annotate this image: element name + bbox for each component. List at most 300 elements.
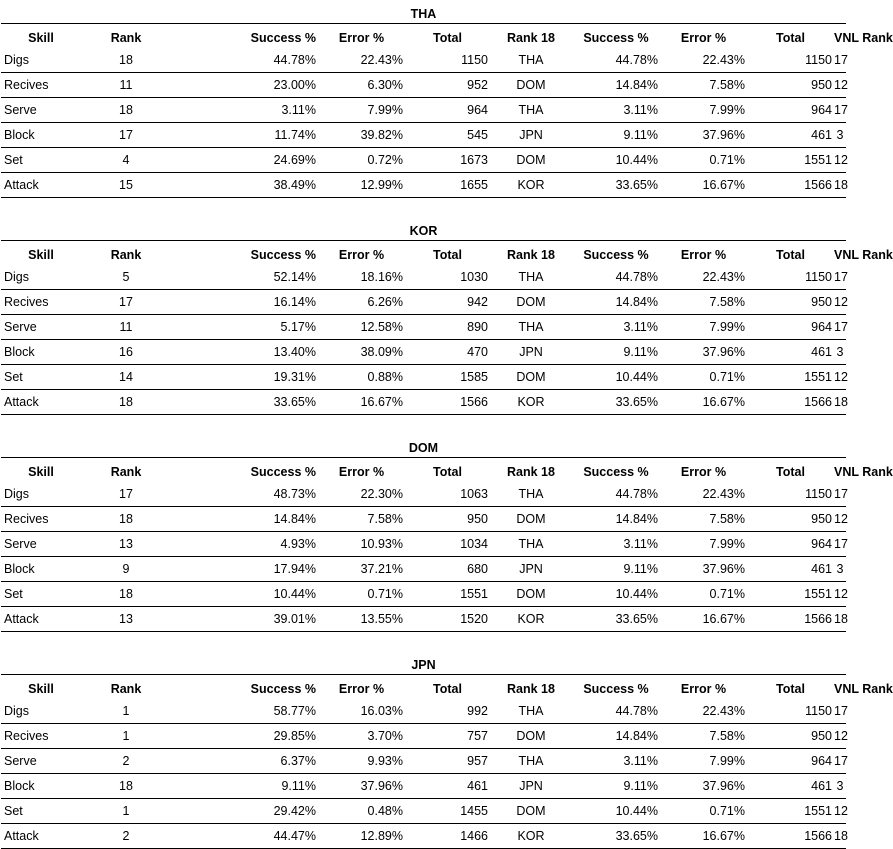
table-row (1, 557, 846, 582)
table-row (1, 265, 846, 290)
header-success-pct-18: Success % (583, 30, 649, 45)
cell-total-18: 461 (811, 128, 832, 142)
cell-skill: Block (4, 128, 35, 142)
cell-rank-18: THA (518, 103, 544, 117)
cell-success-pct-18: 33.65% (615, 395, 658, 409)
cell-skill: Serve (4, 103, 37, 117)
cell-error-pct-18: 22.43% (702, 704, 745, 718)
cell-vnl-rank: 17 (834, 704, 848, 718)
cell-success-pct-18: 44.78% (615, 270, 658, 284)
cell-total: 1034 (460, 537, 488, 551)
cell-success-pct: 29.85% (273, 729, 316, 743)
cell-error-pct-18: 0.71% (709, 587, 745, 601)
table-row (1, 390, 846, 415)
cell-success-pct-18: 10.44% (615, 153, 658, 167)
header-row (1, 458, 846, 483)
cell-rank-18: THA (518, 53, 544, 67)
cell-total: 964 (467, 103, 488, 117)
cell-rank: 18 (119, 779, 133, 793)
team-block-kor (0, 222, 893, 415)
team-block-jpn (0, 656, 893, 849)
cell-success-pct: 13.40% (273, 345, 316, 359)
header-vnl-rank: VNL Rank (834, 464, 893, 479)
header-error-pct-18: Error % (680, 30, 727, 45)
cell-rank: 18 (119, 395, 133, 409)
cell-rank-18: JPN (519, 128, 543, 142)
cell-total: 757 (467, 729, 488, 743)
cell-vnl-rank: 12 (834, 153, 848, 167)
cell-error-pct: 22.30% (360, 487, 403, 501)
table-row (1, 173, 846, 198)
table-row (1, 340, 846, 365)
cell-error-pct-18: 22.43% (702, 270, 745, 284)
header-vnl-rank: VNL Rank (834, 247, 893, 262)
cell-skill: Attack (4, 178, 39, 192)
cell-rank-18: KOR (517, 395, 545, 409)
cell-rank-18: DOM (516, 295, 546, 309)
header-skill: Skill (28, 247, 54, 262)
cell-total: 1655 (460, 178, 488, 192)
header-rank: Rank (110, 464, 142, 479)
cell-total-18: 461 (811, 562, 832, 576)
cell-error-pct: 6.30% (367, 78, 403, 92)
cell-total-18: 950 (811, 78, 832, 92)
table-row (1, 48, 846, 73)
header-total: Total (433, 247, 462, 262)
table-row (1, 507, 846, 532)
cell-skill: Digs (4, 270, 30, 284)
header-total-18: Total (776, 464, 805, 479)
cell-total: 950 (467, 512, 488, 526)
cell-total-18: 461 (811, 779, 832, 793)
cell-error-pct: 37.21% (360, 562, 403, 576)
cell-rank: 11 (119, 320, 133, 334)
cell-total-18: 950 (811, 295, 832, 309)
cell-skill: Set (4, 587, 23, 601)
cell-success-pct: 9.11% (281, 779, 316, 793)
cell-error-pct: 12.99% (360, 178, 403, 192)
cell-total-18: 1566 (804, 612, 832, 626)
cell-rank: 16 (119, 345, 133, 359)
cell-skill: Set (4, 153, 23, 167)
cell-success-pct-18: 10.44% (615, 804, 658, 818)
cell-error-pct: 0.88% (367, 370, 403, 384)
cell-rank-18: THA (518, 754, 544, 768)
cell-total: 992 (467, 704, 488, 718)
cell-total-18: 964 (811, 103, 832, 117)
header-success-pct: Success % (250, 30, 316, 45)
table-row (1, 315, 846, 340)
cell-total: 890 (467, 320, 488, 334)
cell-vnl-rank: 3 (836, 128, 844, 142)
cell-rank-18: THA (518, 270, 544, 284)
cell-skill: Attack (4, 612, 39, 626)
header-rank: Rank (110, 681, 142, 696)
header-rank-18: Rank 18 (507, 464, 555, 479)
cell-error-pct: 0.48% (367, 804, 403, 818)
stats-table (1, 23, 893, 198)
header-success-pct: Success % (250, 681, 316, 696)
cell-error-pct-18: 7.99% (709, 103, 745, 117)
cell-error-pct-18: 0.71% (709, 804, 745, 818)
cell-error-pct: 38.09% (360, 345, 403, 359)
cell-success-pct: 44.78% (273, 53, 316, 67)
cell-success-pct-18: 14.84% (615, 295, 658, 309)
cell-error-pct-18: 7.58% (709, 78, 745, 92)
cell-rank: 4 (122, 153, 130, 167)
cell-error-pct: 12.58% (360, 320, 403, 334)
table-row (1, 290, 846, 315)
cell-rank-18: JPN (519, 779, 543, 793)
stats-table (1, 240, 893, 415)
cell-skill: Recives (4, 729, 49, 743)
cell-success-pct: 6.37% (280, 754, 316, 768)
cell-total: 1673 (460, 153, 488, 167)
header-skill: Skill (28, 30, 54, 45)
cell-total: 1566 (460, 395, 488, 409)
table-row (1, 824, 846, 849)
cell-rank: 17 (119, 295, 133, 309)
header-row (1, 675, 846, 700)
header-error-pct: Error % (338, 30, 385, 45)
table-row (1, 98, 846, 123)
cell-vnl-rank: 12 (834, 587, 848, 601)
cell-rank-18: DOM (516, 370, 546, 384)
cell-total: 942 (467, 295, 488, 309)
cell-rank-18: DOM (516, 804, 546, 818)
cell-success-pct: 24.69% (273, 153, 316, 167)
cell-rank: 18 (119, 587, 133, 601)
cell-rank-18: THA (518, 320, 544, 334)
header-success-pct-18: Success % (583, 681, 649, 696)
cell-success-pct: 4.93% (280, 537, 316, 551)
cell-error-pct: 7.99% (367, 103, 403, 117)
table-row (1, 532, 846, 557)
table-row (1, 123, 846, 148)
cell-total: 545 (467, 128, 488, 142)
cell-success-pct-18: 3.11% (623, 320, 658, 334)
cell-vnl-rank: 17 (834, 270, 848, 284)
cell-error-pct: 18.16% (360, 270, 403, 284)
header-rank: Rank (110, 30, 142, 45)
cell-success-pct: 5.17% (280, 320, 316, 334)
header-skill: Skill (28, 464, 54, 479)
cell-rank-18: JPN (519, 562, 543, 576)
cell-total-18: 964 (811, 754, 832, 768)
cell-total-18: 964 (811, 320, 832, 334)
cell-success-pct-18: 3.11% (623, 537, 658, 551)
cell-total: 461 (467, 779, 488, 793)
cell-rank: 1 (122, 729, 130, 743)
cell-error-pct-18: 16.67% (702, 395, 745, 409)
cell-error-pct: 16.67% (360, 395, 403, 409)
cell-skill: Digs (4, 487, 30, 501)
cell-error-pct-18: 22.43% (702, 53, 745, 67)
cell-error-pct-18: 7.99% (709, 754, 745, 768)
cell-total-18: 950 (811, 512, 832, 526)
cell-error-pct: 13.55% (360, 612, 403, 626)
cell-rank-18: THA (518, 537, 544, 551)
cell-rank: 9 (122, 562, 130, 576)
cell-skill: Serve (4, 320, 37, 334)
header-total-18: Total (776, 681, 805, 696)
header-rank-18: Rank 18 (507, 247, 555, 262)
cell-rank: 11 (119, 78, 133, 92)
header-error-pct: Error % (338, 681, 385, 696)
cell-skill: Recives (4, 512, 49, 526)
cell-total-18: 1566 (804, 829, 832, 843)
cell-success-pct: 33.65% (273, 395, 316, 409)
cell-rank: 18 (119, 53, 133, 67)
team-title: JPN (411, 658, 436, 672)
cell-total: 1551 (460, 587, 488, 601)
cell-total: 1063 (460, 487, 488, 501)
header-row (1, 24, 846, 49)
cell-skill: Attack (4, 395, 39, 409)
cell-error-pct: 39.82% (360, 128, 403, 142)
cell-rank-18: KOR (517, 178, 545, 192)
cell-error-pct-18: 22.43% (702, 487, 745, 501)
cell-error-pct-18: 37.96% (702, 345, 745, 359)
table-row (1, 699, 846, 724)
cell-rank: 18 (119, 103, 133, 117)
header-rank: Rank (110, 247, 142, 262)
cell-error-pct: 3.70% (367, 729, 403, 743)
table-row (1, 749, 846, 774)
cell-total: 1466 (460, 829, 488, 843)
header-success-pct: Success % (250, 464, 316, 479)
cell-success-pct: 16.14% (273, 295, 316, 309)
cell-error-pct-18: 7.58% (709, 295, 745, 309)
cell-success-pct-18: 3.11% (623, 103, 658, 117)
cell-skill: Digs (4, 53, 30, 67)
cell-vnl-rank: 17 (834, 53, 848, 67)
header-vnl-rank: VNL Rank (834, 681, 893, 696)
cell-success-pct: 52.14% (273, 270, 316, 284)
cell-success-pct-18: 3.11% (623, 754, 658, 768)
cell-total-18: 1150 (805, 53, 832, 67)
cell-success-pct-18: 33.65% (615, 612, 658, 626)
table-row (1, 365, 846, 390)
cell-total: 680 (467, 562, 488, 576)
team-title: DOM (408, 441, 439, 455)
team-title: KOR (409, 224, 438, 238)
header-error-pct-18: Error % (680, 247, 727, 262)
cell-rank: 17 (119, 487, 133, 501)
cell-success-pct-18: 44.78% (615, 704, 658, 718)
cell-success-pct-18: 10.44% (615, 370, 658, 384)
cell-total: 1150 (461, 53, 488, 67)
cell-error-pct-18: 7.99% (709, 537, 745, 551)
header-total: Total (433, 681, 462, 696)
cell-error-pct-18: 16.67% (702, 612, 745, 626)
cell-skill: Block (4, 345, 35, 359)
header-success-pct-18: Success % (583, 247, 649, 262)
cell-total-18: 1150 (805, 704, 832, 718)
cell-vnl-rank: 12 (834, 78, 848, 92)
cell-rank: 17 (119, 128, 133, 142)
header-error-pct-18: Error % (680, 681, 727, 696)
cell-success-pct: 44.47% (273, 829, 316, 843)
cell-vnl-rank: 18 (834, 612, 848, 626)
cell-error-pct: 6.26% (367, 295, 403, 309)
cell-error-pct-18: 37.96% (702, 562, 745, 576)
cell-rank: 13 (119, 612, 133, 626)
header-total: Total (433, 464, 462, 479)
cell-success-pct-18: 9.11% (623, 779, 658, 793)
cell-total-18: 950 (811, 729, 832, 743)
header-total: Total (433, 30, 462, 45)
cell-total-18: 1551 (804, 153, 832, 167)
cell-total: 470 (467, 345, 488, 359)
cell-rank-18: KOR (517, 829, 545, 843)
cell-total: 952 (467, 78, 488, 92)
cell-error-pct: 22.43% (360, 53, 403, 67)
cell-error-pct: 0.72% (367, 153, 403, 167)
cell-skill: Digs (4, 704, 30, 718)
cell-vnl-rank: 17 (834, 320, 848, 334)
cell-rank: 5 (122, 270, 130, 284)
cell-total-18: 964 (811, 537, 832, 551)
cell-success-pct-18: 44.78% (615, 53, 658, 67)
cell-success-pct: 11.74% (274, 128, 316, 142)
cell-error-pct: 7.58% (367, 512, 403, 526)
cell-success-pct-18: 14.84% (615, 512, 658, 526)
cell-vnl-rank: 12 (834, 804, 848, 818)
cell-error-pct: 9.93% (367, 754, 403, 768)
header-row (1, 241, 846, 266)
cell-success-pct: 19.31% (273, 370, 316, 384)
cell-error-pct-18: 0.71% (709, 370, 745, 384)
cell-error-pct-18: 37.96% (702, 779, 745, 793)
cell-rank: 18 (119, 512, 133, 526)
cell-error-pct-18: 16.67% (702, 829, 745, 843)
cell-vnl-rank: 18 (834, 395, 848, 409)
cell-rank-18: DOM (516, 512, 546, 526)
header-success-pct-18: Success % (583, 464, 649, 479)
cell-skill: Serve (4, 754, 37, 768)
header-total-18: Total (776, 30, 805, 45)
cell-error-pct: 16.03% (360, 704, 403, 718)
cell-total-18: 1551 (804, 587, 832, 601)
cell-rank: 1 (122, 704, 130, 718)
cell-total-18: 1150 (805, 270, 832, 284)
stats-table (1, 457, 893, 632)
cell-total: 1585 (460, 370, 488, 384)
cell-vnl-rank: 17 (834, 103, 848, 117)
cell-skill: Attack (4, 829, 39, 843)
cell-vnl-rank: 3 (836, 345, 844, 359)
cell-skill: Recives (4, 295, 49, 309)
cell-rank-18: DOM (516, 153, 546, 167)
table-row (1, 73, 846, 98)
header-error-pct-18: Error % (680, 464, 727, 479)
cell-error-pct: 10.93% (360, 537, 403, 551)
cell-vnl-rank: 18 (834, 178, 848, 192)
table-row (1, 607, 846, 632)
cell-skill: Recives (4, 78, 49, 92)
cell-total-18: 1566 (804, 178, 832, 192)
stats-table (1, 674, 893, 849)
cell-rank-18: THA (518, 704, 544, 718)
cell-error-pct-18: 37.96% (702, 128, 745, 142)
table-row (1, 582, 846, 607)
cell-success-pct-18: 9.11% (623, 345, 658, 359)
cell-rank-18: DOM (516, 587, 546, 601)
cell-vnl-rank: 17 (834, 537, 848, 551)
cell-rank: 15 (119, 178, 133, 192)
header-success-pct: Success % (250, 247, 316, 262)
cell-total-18: 1551 (804, 370, 832, 384)
cell-total-18: 1566 (804, 395, 832, 409)
header-skill: Skill (28, 681, 54, 696)
cell-total: 1520 (460, 612, 488, 626)
cell-vnl-rank: 12 (834, 370, 848, 384)
cell-vnl-rank: 12 (834, 729, 848, 743)
header-error-pct: Error % (338, 247, 385, 262)
cell-error-pct-18: 0.71% (709, 153, 745, 167)
cell-success-pct-18: 14.84% (615, 78, 658, 92)
table-row (1, 482, 846, 507)
cell-rank: 2 (122, 829, 130, 843)
cell-total-18: 1150 (805, 487, 832, 501)
cell-success-pct: 10.44% (273, 587, 316, 601)
cell-total-18: 1551 (804, 804, 832, 818)
table-row (1, 148, 846, 173)
cell-error-pct-18: 7.99% (709, 320, 745, 334)
cell-skill: Serve (4, 537, 37, 551)
table-row (1, 799, 846, 824)
table-row (1, 724, 846, 749)
cell-error-pct: 12.89% (360, 829, 403, 843)
cell-error-pct: 0.71% (367, 587, 403, 601)
cell-error-pct-18: 7.58% (709, 729, 745, 743)
header-error-pct: Error % (338, 464, 385, 479)
cell-skill: Set (4, 370, 23, 384)
cell-rank: 1 (122, 804, 130, 818)
cell-success-pct: 3.11% (281, 103, 316, 117)
cell-success-pct-18: 9.11% (623, 128, 658, 142)
header-total-18: Total (776, 247, 805, 262)
cell-error-pct-18: 7.58% (709, 512, 745, 526)
cell-success-pct-18: 44.78% (615, 487, 658, 501)
cell-success-pct-18: 10.44% (615, 587, 658, 601)
cell-error-pct-18: 16.67% (702, 178, 745, 192)
cell-rank: 14 (119, 370, 133, 384)
cell-skill: Set (4, 804, 23, 818)
header-rank-18: Rank 18 (507, 681, 555, 696)
cell-rank-18: DOM (516, 729, 546, 743)
cell-success-pct-18: 33.65% (615, 178, 658, 192)
cell-success-pct-18: 33.65% (615, 829, 658, 843)
header-rank-18: Rank 18 (507, 30, 555, 45)
cell-rank-18: DOM (516, 78, 546, 92)
cell-skill: Block (4, 779, 35, 793)
cell-vnl-rank: 3 (836, 779, 844, 793)
cell-total-18: 461 (811, 345, 832, 359)
cell-success-pct: 23.00% (273, 78, 316, 92)
cell-vnl-rank: 18 (834, 829, 848, 843)
team-block-dom (0, 439, 893, 632)
cell-skill: Block (4, 562, 35, 576)
cell-vnl-rank: 3 (836, 562, 844, 576)
cell-rank: 13 (119, 537, 133, 551)
cell-vnl-rank: 12 (834, 295, 848, 309)
cell-vnl-rank: 12 (834, 512, 848, 526)
cell-total: 957 (467, 754, 488, 768)
cell-success-pct: 17.94% (273, 562, 316, 576)
cell-vnl-rank: 17 (834, 754, 848, 768)
